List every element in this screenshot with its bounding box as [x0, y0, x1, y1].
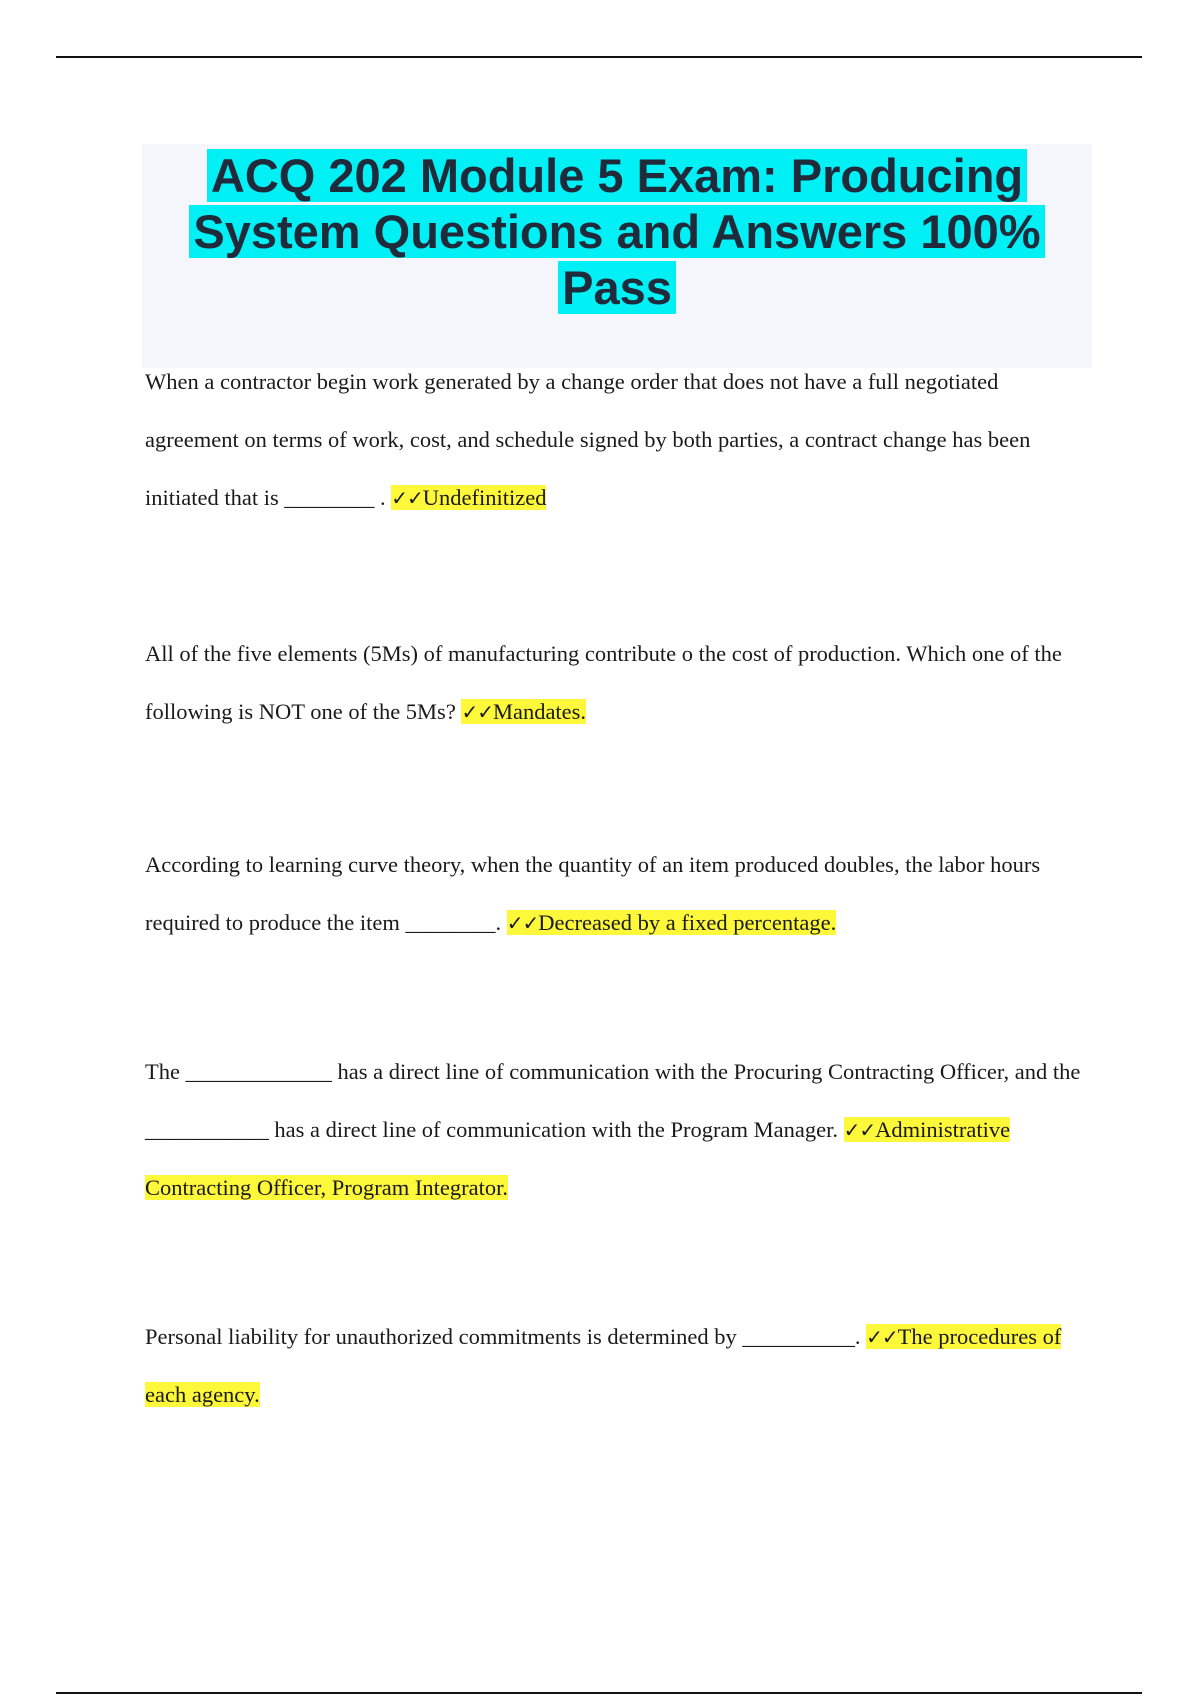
double-check-icon: ✓✓ — [506, 911, 539, 935]
double-check-icon: ✓✓ — [461, 700, 493, 724]
double-check-icon: ✓✓ — [866, 1325, 898, 1349]
answer-text: Decreased by a fixed percentage. — [538, 910, 837, 935]
question-text: According to learning curve theory, when the quantity of an item produced doubles, the labor hours required to produce the item ________. — [145, 852, 1041, 935]
answer-highlight — [507, 910, 836, 935]
question-text: The _____________ has a direct line of communication with the Procuring Contracting Officer, and the ___________ has a direct line of communication with the Program Manager. — [145, 1059, 1081, 1142]
double-check-icon: ✓✓ — [843, 1118, 876, 1142]
qa-item — [145, 353, 1085, 527]
answer-highlight — [391, 485, 546, 510]
qa-item — [145, 1043, 1085, 1217]
question-text: Personal liability for unauthorized commitments is determined by __________. — [145, 1324, 867, 1349]
bottom-rule — [56, 1692, 1142, 1694]
qa-item — [145, 836, 1085, 952]
question-text: All of the five elements (5Ms) of manufacturing contribute o the cost of production. Which one of the following is NOT one of the 5Ms? — [145, 641, 1062, 724]
top-rule — [56, 56, 1142, 58]
document-title — [142, 144, 1092, 316]
answer-text: Administrative Contracting Officer, Program Integrator. — [145, 1117, 1011, 1200]
answer-text: Mandates. — [492, 699, 587, 724]
answer-highlight — [461, 699, 586, 724]
title-box — [142, 144, 1092, 368]
document-title-text: ACQ 202 Module 5 Exam: Producing System Questions and Answers 100% Pass — [189, 149, 1044, 314]
qa-item — [145, 625, 1085, 741]
answer-text: The procedures of each agency. — [145, 1324, 1062, 1407]
double-check-icon: ✓✓ — [391, 486, 423, 510]
answer-text: Undefinitized — [422, 485, 547, 510]
question-text: When a contractor begin work generated by a change order that does not have a full negotiated agreement on terms of work, cost, and schedule signed by both parties, a contract change has been initiated that is ________ . — [145, 369, 1031, 510]
qa-item — [145, 1308, 1085, 1424]
